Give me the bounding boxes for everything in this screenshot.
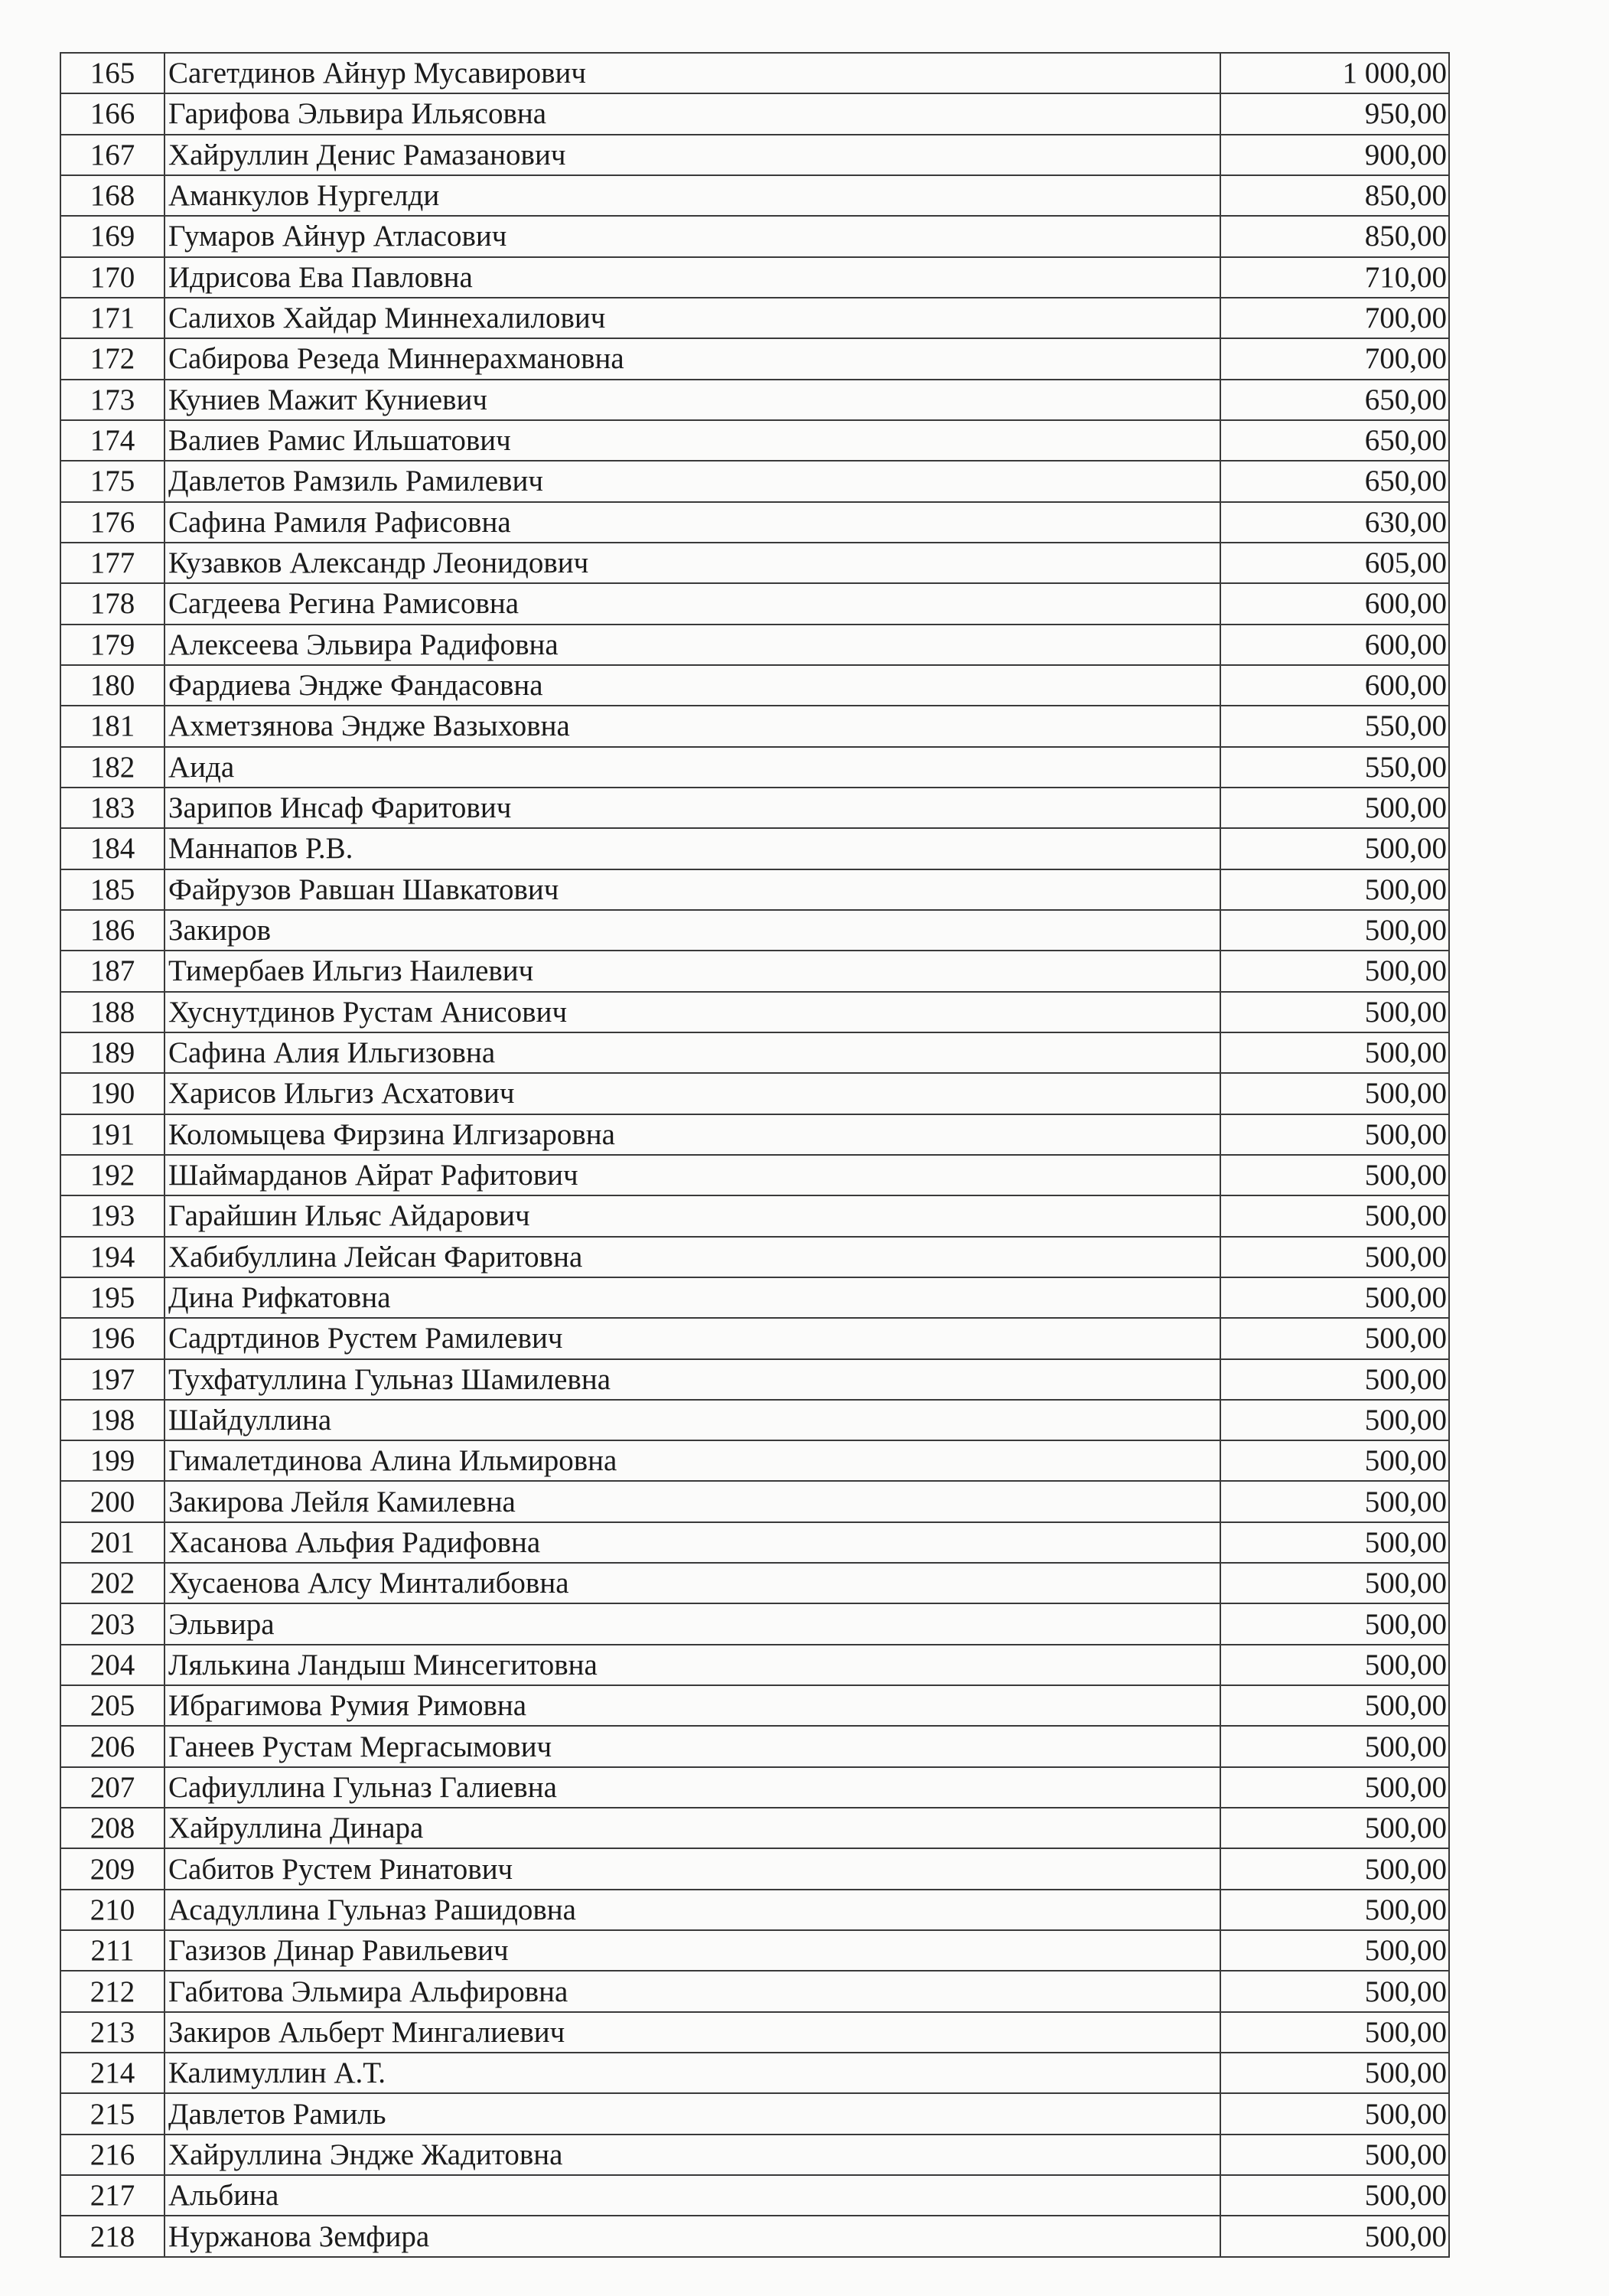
row-number: 217 — [60, 2175, 164, 2216]
row-number: 200 — [60, 1481, 164, 1521]
table-row — [60, 135, 1449, 175]
row-number: 180 — [60, 665, 164, 706]
row-number: 215 — [60, 2093, 164, 2134]
row-number: 198 — [60, 1400, 164, 1440]
table-row — [60, 1971, 1449, 2011]
donor-name: Сабитов Рустем Ринатович — [164, 1848, 1220, 1889]
row-number: 207 — [60, 1767, 164, 1808]
donor-name: Газизов Динар Равильевич — [164, 1930, 1220, 1971]
table-row — [60, 93, 1449, 134]
donor-name: Коломыцева Фирзина Илгизаровна — [164, 1114, 1220, 1155]
table-row — [60, 1522, 1449, 1563]
row-number: 213 — [60, 2012, 164, 2053]
donation-amount: 500,00 — [1220, 1726, 1449, 1766]
donor-name: Садртдинов Рустем Рамилевич — [164, 1318, 1220, 1358]
row-number: 172 — [60, 338, 164, 379]
row-number: 173 — [60, 380, 164, 420]
table-row — [60, 1726, 1449, 1766]
donor-name: Гарайшин Ильяс Айдарович — [164, 1195, 1220, 1236]
donation-amount: 500,00 — [1220, 1032, 1449, 1073]
donor-name: Хайруллин Денис Рамазанович — [164, 135, 1220, 175]
donation-amount: 900,00 — [1220, 135, 1449, 175]
row-number: 193 — [60, 1195, 164, 1236]
donation-amount: 700,00 — [1220, 298, 1449, 338]
table-row — [60, 1930, 1449, 1971]
donor-name: Аманкулов Нургелди — [164, 175, 1220, 216]
donation-amount: 500,00 — [1220, 1237, 1449, 1277]
table-row — [60, 1195, 1449, 1236]
table-row — [60, 1481, 1449, 1521]
row-number: 202 — [60, 1563, 164, 1603]
table-row — [60, 380, 1449, 420]
row-number: 189 — [60, 1032, 164, 1073]
table-row — [60, 706, 1449, 746]
table-row — [60, 543, 1449, 583]
donor-name: Асадуллина Гульназ Рашидовна — [164, 1890, 1220, 1930]
donation-amount: 600,00 — [1220, 665, 1449, 706]
donor-name: Закирова Лейля Камилевна — [164, 1481, 1220, 1521]
row-number: 167 — [60, 135, 164, 175]
donor-name: Гарифова Эльвира Ильясовна — [164, 93, 1220, 134]
donation-amount: 500,00 — [1220, 1481, 1449, 1521]
table-row — [60, 1848, 1449, 1889]
donation-amount: 630,00 — [1220, 502, 1449, 543]
row-number: 201 — [60, 1522, 164, 1563]
row-number: 174 — [60, 420, 164, 461]
donor-name: Гумаров Айнур Атласович — [164, 216, 1220, 256]
donor-name: Габитова Эльмира Альфировна — [164, 1971, 1220, 2011]
donor-name: Фардиева Эндже Фандасовна — [164, 665, 1220, 706]
donation-amount: 500,00 — [1220, 1277, 1449, 1318]
row-number: 194 — [60, 1237, 164, 1277]
donations-table — [60, 52, 1450, 2258]
row-number: 211 — [60, 1930, 164, 1971]
row-number: 191 — [60, 1114, 164, 1155]
donation-amount: 500,00 — [1220, 2093, 1449, 2134]
donation-amount: 500,00 — [1220, 2216, 1449, 2256]
donor-name: Ахметзянова Эндже Вазыховна — [164, 706, 1220, 746]
donor-name: Хайруллина Эндже Жадитовна — [164, 2135, 1220, 2175]
donor-name: Шаймарданов Айрат Рафитович — [164, 1155, 1220, 1195]
donor-name: Кузавков Александр Леонидович — [164, 543, 1220, 583]
donor-name: Маннапов Р.В. — [164, 828, 1220, 869]
donor-name: Шайдуллина — [164, 1400, 1220, 1440]
donor-name: Калимуллин А.Т. — [164, 2053, 1220, 2093]
row-number: 199 — [60, 1440, 164, 1481]
table-row — [60, 1603, 1449, 1644]
donor-name: Зарипов Инсаф Фаритович — [164, 788, 1220, 828]
donor-name: Сагдеева Регина Рамисовна — [164, 583, 1220, 624]
donation-amount: 500,00 — [1220, 1563, 1449, 1603]
donation-amount: 650,00 — [1220, 461, 1449, 501]
row-number: 206 — [60, 1726, 164, 1766]
donation-amount: 500,00 — [1220, 1359, 1449, 1400]
donation-amount: 550,00 — [1220, 747, 1449, 788]
donation-amount: 500,00 — [1220, 2175, 1449, 2216]
donor-name: Хасанова Альфия Радифовна — [164, 1522, 1220, 1563]
donation-amount: 500,00 — [1220, 1971, 1449, 2011]
donation-amount: 500,00 — [1220, 2053, 1449, 2093]
table-row — [60, 992, 1449, 1032]
donation-amount: 600,00 — [1220, 625, 1449, 665]
table-row — [60, 2093, 1449, 2134]
row-number: 196 — [60, 1318, 164, 1358]
row-number: 170 — [60, 257, 164, 298]
row-number: 214 — [60, 2053, 164, 2093]
donor-name: Нуржанова Земфира — [164, 2216, 1220, 2256]
row-number: 216 — [60, 2135, 164, 2175]
table-row — [60, 1563, 1449, 1603]
table-row — [60, 1237, 1449, 1277]
row-number: 168 — [60, 175, 164, 216]
table-row — [60, 216, 1449, 256]
row-number: 210 — [60, 1890, 164, 1930]
table-row — [60, 2216, 1449, 2256]
donation-amount: 550,00 — [1220, 706, 1449, 746]
donor-name: Валиев Рамис Ильшатович — [164, 420, 1220, 461]
donor-name: Салихов Хайдар Миннехалилович — [164, 298, 1220, 338]
table-row — [60, 910, 1449, 951]
row-number: 212 — [60, 1971, 164, 2011]
table-row — [60, 1808, 1449, 1848]
donor-name: Сафина Алия Ильгизовна — [164, 1032, 1220, 1073]
table-row — [60, 2053, 1449, 2093]
row-number: 179 — [60, 625, 164, 665]
table-row — [60, 53, 1449, 93]
donation-amount: 700,00 — [1220, 338, 1449, 379]
row-number: 169 — [60, 216, 164, 256]
row-number: 187 — [60, 951, 164, 991]
donation-amount: 1 000,00 — [1220, 53, 1449, 93]
table-row — [60, 1400, 1449, 1440]
donor-name: Сафиуллина Гульназ Галиевна — [164, 1767, 1220, 1808]
donation-amount: 650,00 — [1220, 420, 1449, 461]
row-number: 165 — [60, 53, 164, 93]
table-row — [60, 788, 1449, 828]
table-row — [60, 625, 1449, 665]
donation-amount: 500,00 — [1220, 1522, 1449, 1563]
row-number: 177 — [60, 543, 164, 583]
row-number: 176 — [60, 502, 164, 543]
table-row — [60, 1032, 1449, 1073]
row-number: 186 — [60, 910, 164, 951]
table-row — [60, 2012, 1449, 2053]
donation-amount: 500,00 — [1220, 1767, 1449, 1808]
row-number: 166 — [60, 93, 164, 134]
donation-amount: 500,00 — [1220, 1808, 1449, 1848]
donation-amount: 605,00 — [1220, 543, 1449, 583]
donor-name: Дина Рифкатовна — [164, 1277, 1220, 1318]
table-row — [60, 1645, 1449, 1685]
row-number: 185 — [60, 869, 164, 910]
donation-amount: 500,00 — [1220, 1440, 1449, 1481]
table-row — [60, 461, 1449, 501]
donor-name: Файрузов Равшан Шавкатович — [164, 869, 1220, 910]
table-row — [60, 1767, 1449, 1808]
table-row — [60, 338, 1449, 379]
table-row — [60, 175, 1449, 216]
donation-amount: 500,00 — [1220, 1195, 1449, 1236]
donation-amount: 850,00 — [1220, 175, 1449, 216]
row-number: 208 — [60, 1808, 164, 1848]
row-number: 195 — [60, 1277, 164, 1318]
table-row — [60, 583, 1449, 624]
row-number: 178 — [60, 583, 164, 624]
donor-name: Закиров Альберт Мингалиевич — [164, 2012, 1220, 2053]
donor-name: Тимербаев Ильгиз Наилевич — [164, 951, 1220, 991]
row-number: 197 — [60, 1359, 164, 1400]
donor-name: Алексеева Эльвира Радифовна — [164, 625, 1220, 665]
table-row — [60, 1277, 1449, 1318]
donation-amount: 500,00 — [1220, 1114, 1449, 1155]
donor-name: Тухфатуллина Гульназ Шамилевна — [164, 1359, 1220, 1400]
donations-table-body — [60, 53, 1449, 2257]
table-row — [60, 747, 1449, 788]
donation-amount: 500,00 — [1220, 869, 1449, 910]
donor-name: Хабибуллина Лейсан Фаритовна — [164, 1237, 1220, 1277]
donation-amount: 500,00 — [1220, 1318, 1449, 1358]
table-row — [60, 665, 1449, 706]
table-row — [60, 1114, 1449, 1155]
table-row — [60, 502, 1449, 543]
donor-name: Сагетдинов Айнур Мусавирович — [164, 53, 1220, 93]
donation-amount: 500,00 — [1220, 1645, 1449, 1685]
donation-amount: 500,00 — [1220, 910, 1449, 951]
table-row — [60, 1318, 1449, 1358]
donation-amount: 650,00 — [1220, 380, 1449, 420]
donor-name: Хуснутдинов Рустам Анисович — [164, 992, 1220, 1032]
row-number: 204 — [60, 1645, 164, 1685]
table-row — [60, 1685, 1449, 1726]
donation-amount: 500,00 — [1220, 1930, 1449, 1971]
donor-name: Эльвира — [164, 1603, 1220, 1644]
donation-amount: 500,00 — [1220, 1848, 1449, 1889]
donation-amount: 500,00 — [1220, 828, 1449, 869]
donor-name: Гималетдинова Алина Ильмировна — [164, 1440, 1220, 1481]
donor-name: Идрисова Ева Павловна — [164, 257, 1220, 298]
row-number: 205 — [60, 1685, 164, 1726]
donor-name: Аида — [164, 747, 1220, 788]
donation-amount: 950,00 — [1220, 93, 1449, 134]
donation-amount: 710,00 — [1220, 257, 1449, 298]
table-row — [60, 1155, 1449, 1195]
table-row — [60, 420, 1449, 461]
table-row — [60, 298, 1449, 338]
table-row — [60, 951, 1449, 991]
donation-amount: 500,00 — [1220, 1603, 1449, 1644]
donor-name: Харисов Ильгиз Асхатович — [164, 1073, 1220, 1114]
donation-amount: 500,00 — [1220, 1685, 1449, 1726]
row-number: 182 — [60, 747, 164, 788]
donation-amount: 600,00 — [1220, 583, 1449, 624]
table-row — [60, 1359, 1449, 1400]
row-number: 192 — [60, 1155, 164, 1195]
row-number: 190 — [60, 1073, 164, 1114]
donor-name: Сабирова Резеда Миннерахмановна — [164, 338, 1220, 379]
donation-amount: 850,00 — [1220, 216, 1449, 256]
table-row — [60, 869, 1449, 910]
table-row — [60, 828, 1449, 869]
table-row — [60, 257, 1449, 298]
donor-name: Ганеев Рустам Мергасымович — [164, 1726, 1220, 1766]
donation-amount: 500,00 — [1220, 1890, 1449, 1930]
row-number: 203 — [60, 1603, 164, 1644]
donation-amount: 500,00 — [1220, 951, 1449, 991]
donation-amount: 500,00 — [1220, 992, 1449, 1032]
donor-name: Давлетов Рамзиль Рамилевич — [164, 461, 1220, 501]
donation-amount: 500,00 — [1220, 788, 1449, 828]
donation-amount: 500,00 — [1220, 1073, 1449, 1114]
row-number: 183 — [60, 788, 164, 828]
donor-name: Закиров — [164, 910, 1220, 951]
row-number: 218 — [60, 2216, 164, 2256]
table-row — [60, 1890, 1449, 1930]
row-number: 184 — [60, 828, 164, 869]
table-row — [60, 1073, 1449, 1114]
table-row — [60, 2135, 1449, 2175]
donation-amount: 500,00 — [1220, 2012, 1449, 2053]
row-number: 188 — [60, 992, 164, 1032]
table-row — [60, 2175, 1449, 2216]
donor-name: Хусаенова Алсу Минталибовна — [164, 1563, 1220, 1603]
donation-amount: 500,00 — [1220, 1400, 1449, 1440]
row-number: 171 — [60, 298, 164, 338]
donor-name: Давлетов Рамиль — [164, 2093, 1220, 2134]
table-row — [60, 1440, 1449, 1481]
row-number: 175 — [60, 461, 164, 501]
donor-name: Ибрагимова Румия Римовна — [164, 1685, 1220, 1726]
donation-amount: 500,00 — [1220, 1155, 1449, 1195]
donor-name: Альбина — [164, 2175, 1220, 2216]
donor-name: Сафина Рамиля Рафисовна — [164, 502, 1220, 543]
donor-name: Лялькина Ландыш Минсегитовна — [164, 1645, 1220, 1685]
donor-name: Хайруллина Динара — [164, 1808, 1220, 1848]
row-number: 181 — [60, 706, 164, 746]
donation-amount: 500,00 — [1220, 2135, 1449, 2175]
row-number: 209 — [60, 1848, 164, 1889]
donor-name: Куниев Мажит Куниевич — [164, 380, 1220, 420]
